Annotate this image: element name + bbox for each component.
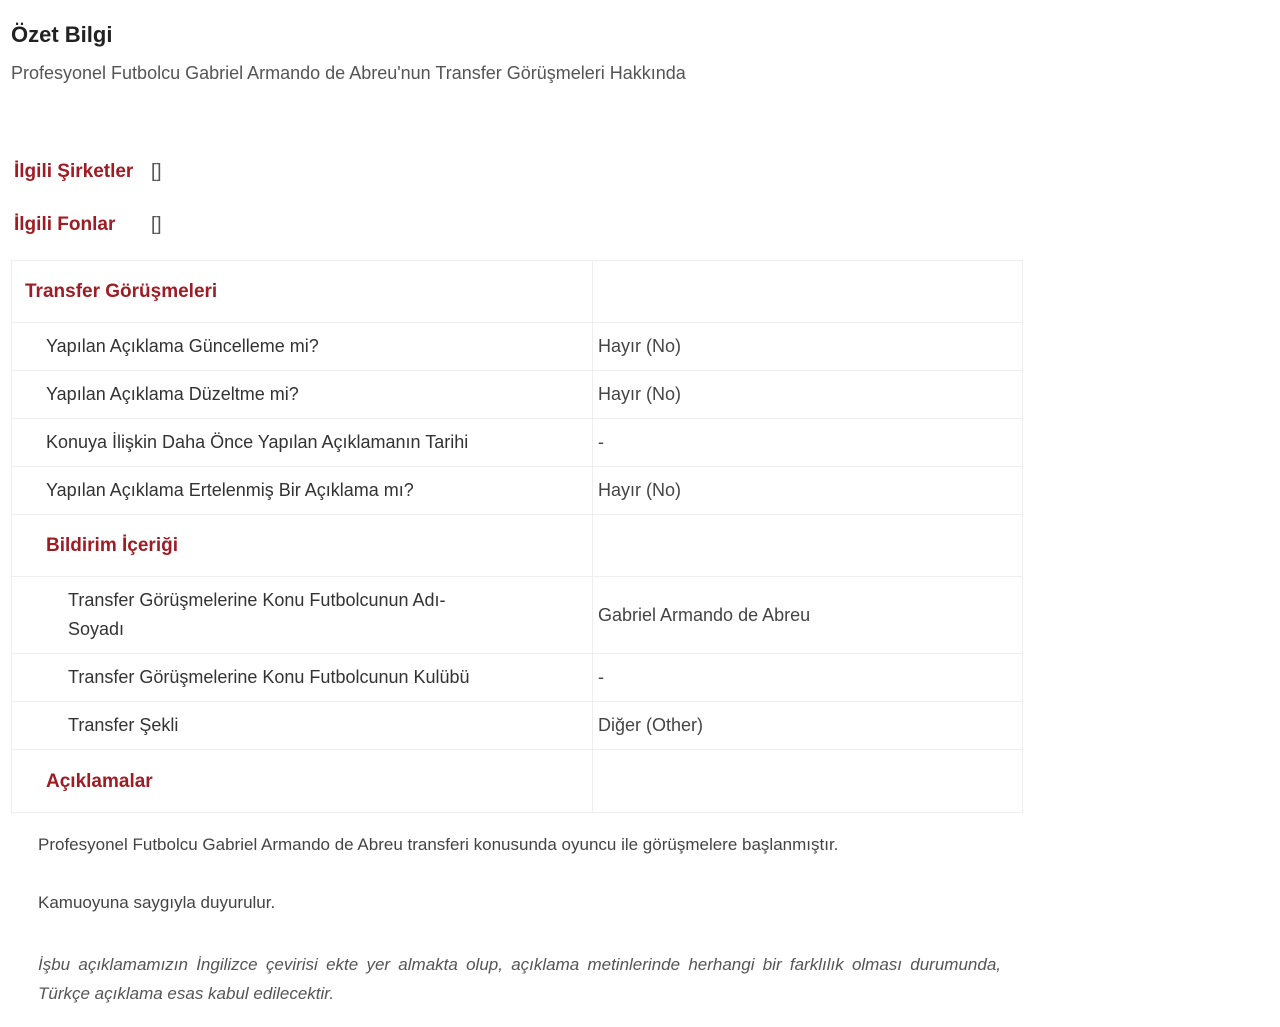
row-label: Transfer Şekli [12,702,593,749]
explanation-paragraph: Profesyonel Futbolcu Gabriel Armando de Abreu transferi konusunda oyuncu ile görüşmelere başlanmıştır. [38,835,839,854]
row-label: Yapılan Açıklama Düzeltme mi? [12,371,593,418]
table-row [12,654,1022,702]
section-title: Transfer Görüşmeleri [12,261,593,322]
row-value: Hayır (No) [598,480,682,500]
explanation-closing: Kamuoyuna saygıyla duyurulur. [38,893,276,912]
row-value: Gabriel Armando de Abreu [598,604,811,625]
section-empty-cell [593,261,1022,322]
row-label: Konuya İlişkin Daha Önce Yapılan Açıklamanın Tarihi [12,419,593,466]
related-funds-label[interactable]: İlgili Fonlar [14,214,116,235]
table-explanations-header [12,750,1022,812]
row-label: Yapılan Açıklama Güncelleme mi? [12,323,593,370]
row-value: - [598,432,604,452]
related-funds-value: [] [151,214,162,235]
related-companies-value: [] [151,161,162,182]
disclosure-table [11,260,1023,813]
table-row [12,419,1022,467]
explanations-title: Açıklamalar [12,750,593,812]
table-row [12,323,1022,371]
table-subsection-header [12,515,1022,577]
row-value: Hayır (No) [598,336,682,356]
row-label: Transfer Görüşmelerine Konu Futbolcunun Kulübü [12,654,593,701]
row-value: Hayır (No) [598,384,682,404]
subsection-empty-cell [593,515,1022,576]
page-subtitle: Profesyonel Futbolcu Gabriel Armando de Abreu'nun Transfer Görüşmeleri Hakkında [11,63,686,83]
explanation-disclaimer: İşbu açıklamamızın İngilizce çevirisi ekte yer almakta olup, açıklama metinlerinde herhangi bir farklılık olması durumunda, Türkçe açıklama esas kabul edilecektir. [38,955,1001,1003]
subsection-title: Bildirim İçeriği [12,515,593,576]
table-row [12,467,1022,515]
table-row [12,702,1022,750]
row-value: Diğer (Other) [598,715,704,735]
related-companies [14,161,162,183]
table-section-header [12,261,1022,323]
row-label: Transfer Görüşmelerine Konu Futbolcunun Adı-Soyadı [12,577,593,653]
table-row [12,371,1022,419]
table-row [12,577,1022,654]
page-title: Özet Bilgi [11,22,113,47]
related-funds [14,214,162,236]
explanations-empty-cell [593,750,1022,812]
row-label: Yapılan Açıklama Ertelenmiş Bir Açıklama mı? [12,467,593,514]
row-value: - [598,667,604,687]
related-companies-label[interactable]: İlgili Şirketler [14,161,134,182]
